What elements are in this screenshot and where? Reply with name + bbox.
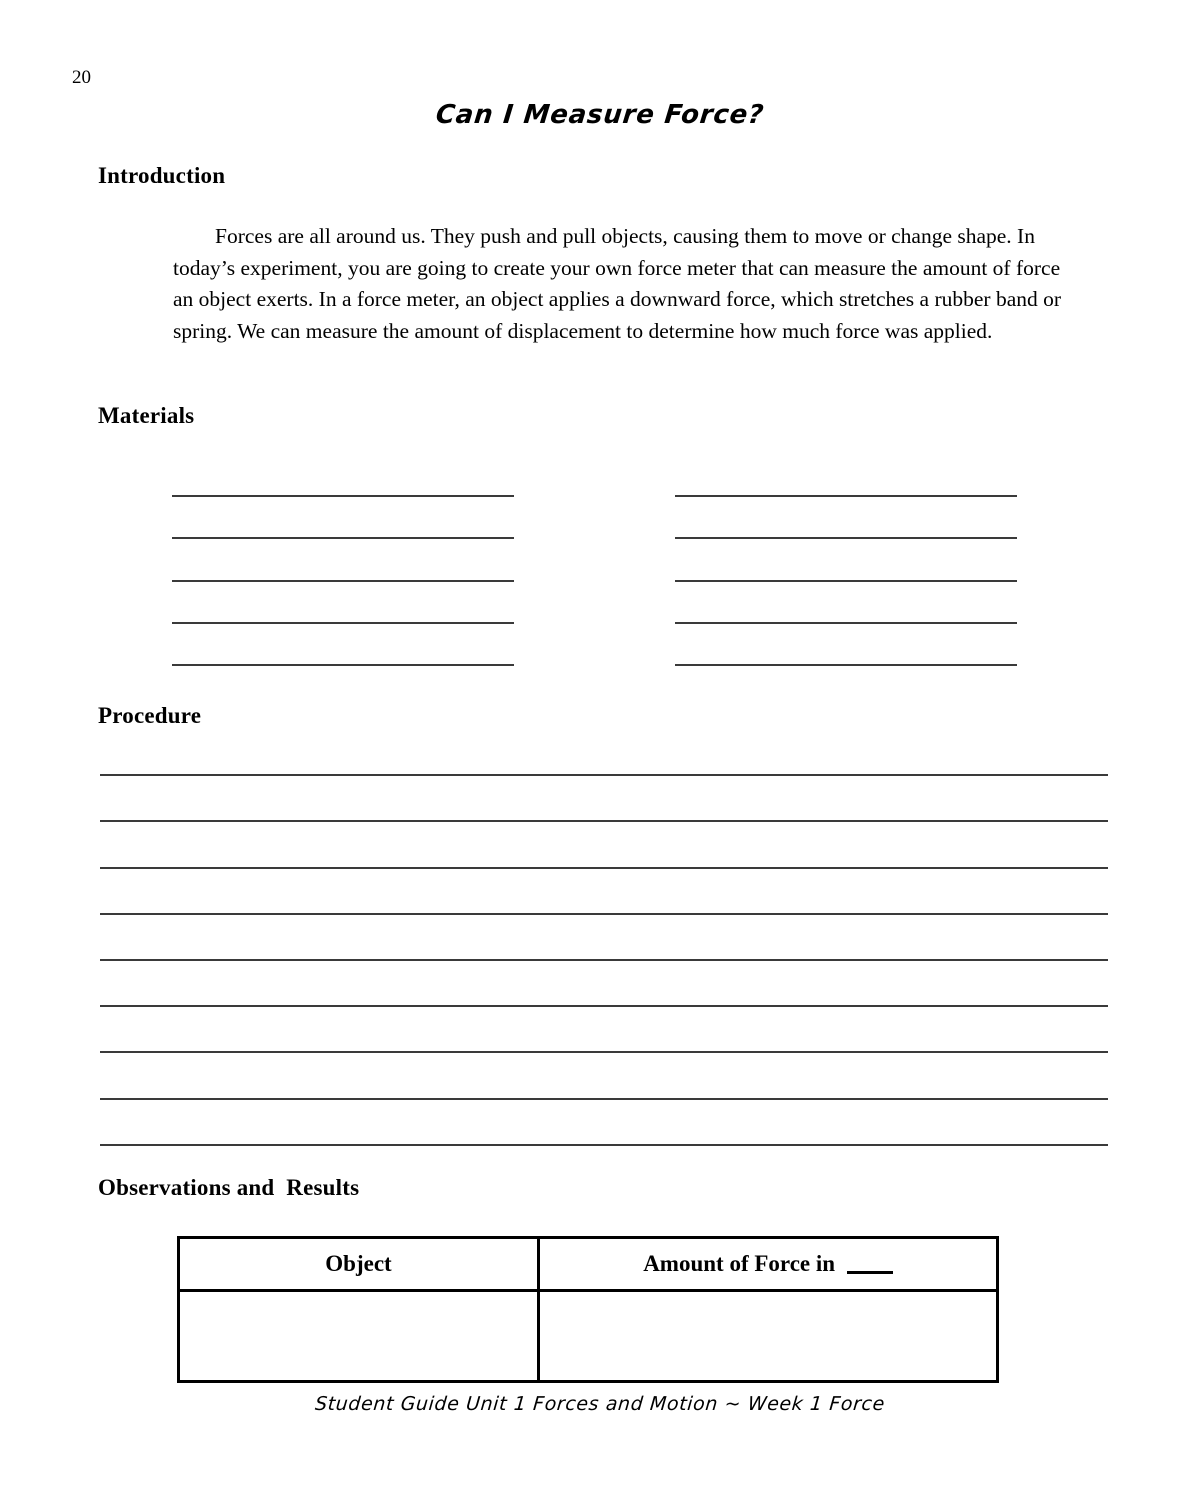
section-heading-procedure: Procedure — [98, 703, 202, 728]
table-cell-force[interactable] — [539, 1291, 998, 1382]
table-header-row — [179, 1238, 998, 1291]
table-header-object: Object — [179, 1238, 539, 1291]
materials-blank-line[interactable] — [172, 497, 514, 539]
materials-right-column — [675, 455, 1017, 666]
procedure-blank-line[interactable] — [100, 915, 1108, 961]
page-title: Can I Measure Force? — [434, 100, 766, 130]
table-cell-object[interactable] — [179, 1291, 539, 1382]
procedure-blank-line[interactable] — [100, 776, 1108, 822]
procedure-blank-line[interactable] — [100, 1007, 1108, 1053]
procedure-blank-line[interactable] — [100, 869, 1108, 915]
procedure-blank-line[interactable] — [100, 1053, 1108, 1099]
materials-blank-line[interactable] — [172, 624, 514, 666]
materials-blank-line[interactable] — [675, 624, 1017, 666]
table-row — [179, 1291, 998, 1382]
materials-blank-line[interactable] — [172, 582, 514, 624]
table-header-amount-of-force-label: Amount of Force in — [643, 1251, 841, 1276]
materials-blank-line[interactable] — [675, 497, 1017, 539]
materials-blank-line[interactable] — [172, 455, 514, 497]
materials-blank-line[interactable] — [172, 539, 514, 581]
materials-blank-line[interactable] — [675, 539, 1017, 581]
procedure-blank-line[interactable] — [100, 730, 1108, 776]
observations-results-table — [177, 1236, 999, 1383]
procedure-blank-line[interactable] — [100, 822, 1108, 868]
materials-blank-line[interactable] — [675, 582, 1017, 624]
section-heading-materials: Materials — [98, 403, 195, 428]
unit-fill-blank[interactable] — [847, 1271, 893, 1274]
section-heading-observations-and-results: Observations and Results — [98, 1175, 360, 1200]
materials-blank-line[interactable] — [675, 455, 1017, 497]
page-footer: Student Guide Unit 1 Forces and Motion ~ Week 1 Force — [314, 1393, 886, 1415]
table-header-amount-of-force — [539, 1238, 998, 1291]
procedure-blank-lines-area — [100, 730, 1108, 1146]
materials-left-column — [172, 455, 514, 666]
materials-blank-lines-area — [0, 455, 1200, 665]
page-number: 20 — [72, 67, 91, 88]
introduction-paragraph: Forces are all around us. They push and pull objects, causing them to move or change shape. In today’s experiment, you are going to create your own force meter that can measure the amount of force an object exerts. In a force meter, an object applies a downward force, which stretches a rubber band or spring. We can measure the amount of displacement to determine how much force was applied. — [173, 224, 1062, 343]
procedure-blank-line[interactable] — [100, 1100, 1108, 1146]
procedure-blank-line[interactable] — [100, 961, 1108, 1007]
section-heading-introduction: Introduction — [98, 163, 226, 188]
